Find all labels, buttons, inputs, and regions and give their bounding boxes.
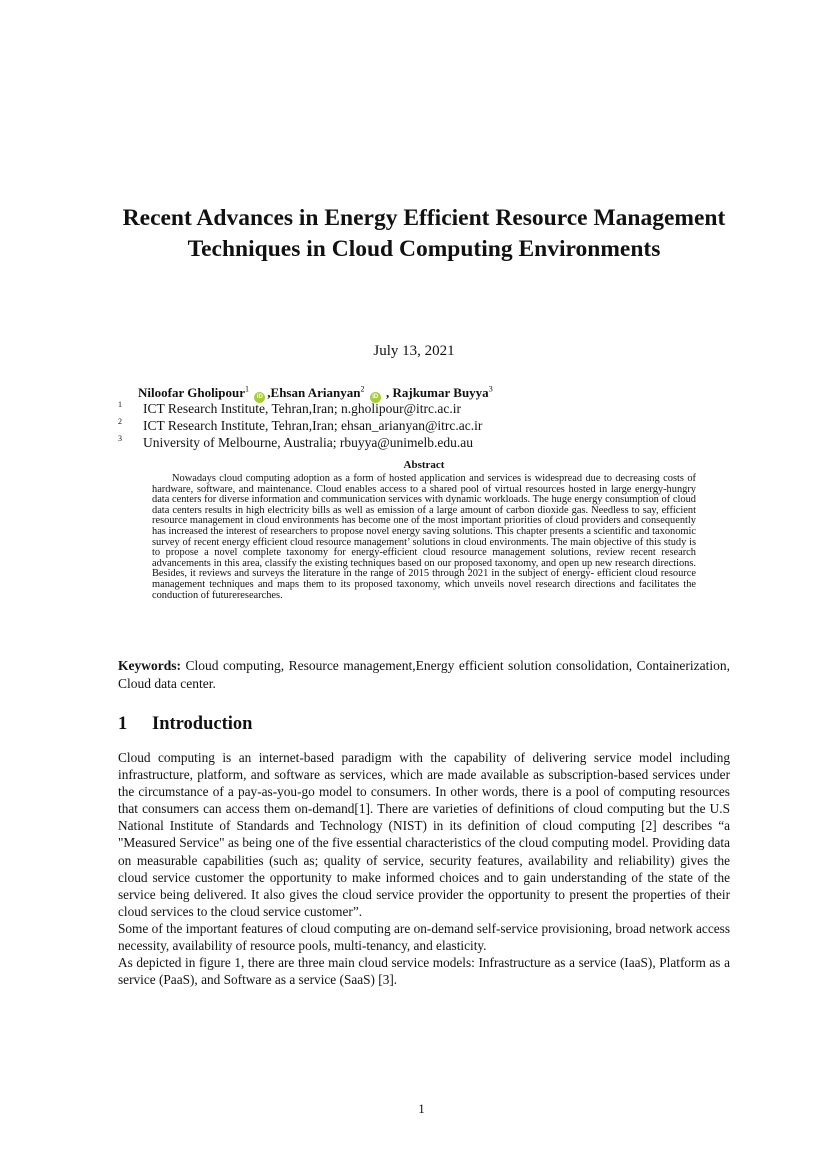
author-affil-marker: 3 <box>488 384 493 394</box>
author-name: Rajkumar Buyya <box>392 385 489 400</box>
paragraph: Cloud computing is an internet-based paradigm with the capability of delivering service model including infrastructure, platform, and software as services, which are made available as subscription-based services under the circumstance of a pay-as-you-go model to consumers. In other words, there is a pool of computing resources that consumers can access them on-demand[1]. There are varieties of definitions of cloud computing but the U.S National Institute of Standards and Technology (NIST) in its definition of cloud computing [2] describes “a "Measured Service" as being one of the five essential characteristics of the cloud computing model. Providing data on measurable capabilities (such as; quality of service, security features, availability and reliability) gives the cloud service customer the opportunity to make informed choices and to gain understanding of the state of the service being delivered. It also gives the cloud service provider the opportunity to present the properties of their cloud services to the cloud service customer”. <box>118 750 730 919</box>
author-name: Niloofar Gholipour <box>138 385 246 400</box>
paper-title: Recent Advances in Energy Efficient Resource Management Techniques in Cloud Computing Environments <box>122 205 726 262</box>
author-affil-marker: 1 <box>245 384 250 394</box>
affiliation-number: 3 <box>118 434 122 443</box>
affiliation-number: 2 <box>118 417 122 426</box>
body-text <box>118 749 730 988</box>
section-heading <box>118 714 252 735</box>
page-number: 1 <box>418 1101 425 1116</box>
abstract-heading: Abstract <box>403 459 445 471</box>
author-affil-marker: 2 <box>360 384 365 394</box>
affiliation-number: 1 <box>118 400 122 409</box>
affiliation-text: ICT Research Institute, Tehran,Iran; n.gholipour@itrc.ac.ir <box>143 401 462 416</box>
paragraph: As depicted in figure 1, there are three main cloud service models: Infrastructure as a service (IaaS), Platform as a service (PaaS), and Software as a service (SaaS) [3]. <box>118 955 730 988</box>
author-name: Ehsan Arianyan <box>270 385 361 400</box>
section-title: Introduction <box>152 714 253 734</box>
paragraph: Some of the important features of cloud computing are on-demand self-service provisioning, broad network access necessity, availability of resource pools, multi-tenancy, and elasticity. <box>118 920 730 954</box>
orcid-icon[interactable]: iD <box>254 392 265 403</box>
affiliation-text: ICT Research Institute, Tehran,Iran; ehsan_arianyan@itrc.ac.ir <box>143 418 483 433</box>
keywords <box>118 657 730 693</box>
keywords-label: Keywords: <box>118 658 181 673</box>
section-number: 1 <box>118 714 128 734</box>
paper-date: July 13, 2021 <box>373 343 455 359</box>
keywords-text: Cloud computing, Resource management,Energy efficient solution consolidation, Containerization, Cloud data center. <box>118 658 730 691</box>
orcid-icon[interactable]: iD <box>370 392 381 403</box>
affiliation-text: University of Melbourne, Australia; rbuyya@unimelb.edu.au <box>143 435 473 450</box>
abstract-text: Nowadays cloud computing adoption as a form of hosted application and services is widespread due to decreasing costs of hardware, software, and maintenance. Cloud enables access to a shared pool of virtual resources hosted in large energy-hungry data centers for diverse information and communication services with dynamic workloads. The huge energy consumption of cloud data centers results in high electricity bills as well as emission of a large amount of carbon dioxide gas. Needless to say, efficient resource management in cloud environments has become one of the most important priorities of cloud providers and consequently has increased the interest of researchers to propose novel energy saving solutions. This chapter presents a scientific and taxonomic survey of recent energy efficient cloud resource management’ solutions in cloud environments. The main objective of this study is to propose a novel complete taxonomy for energy-efficient cloud resource management solutions, review recent research advancements in this area, classify the existing techniques based on our proposed taxonomy, and open up new research directions. Besides, it reviews and surveys the literature in the range of 2015 through 2021 in the subject of energy- efficient cloud resource management techniques and maps them to its proposed taxonomy, which unveils novel research directions and facilitates the conduction of futureresearches. <box>152 473 696 601</box>
author-list: Niloofar Gholipour$^1$ iD ,Ehsan Arianyan$^2$ iD , Rajkumar Buyya$^3$ <box>138 385 493 403</box>
